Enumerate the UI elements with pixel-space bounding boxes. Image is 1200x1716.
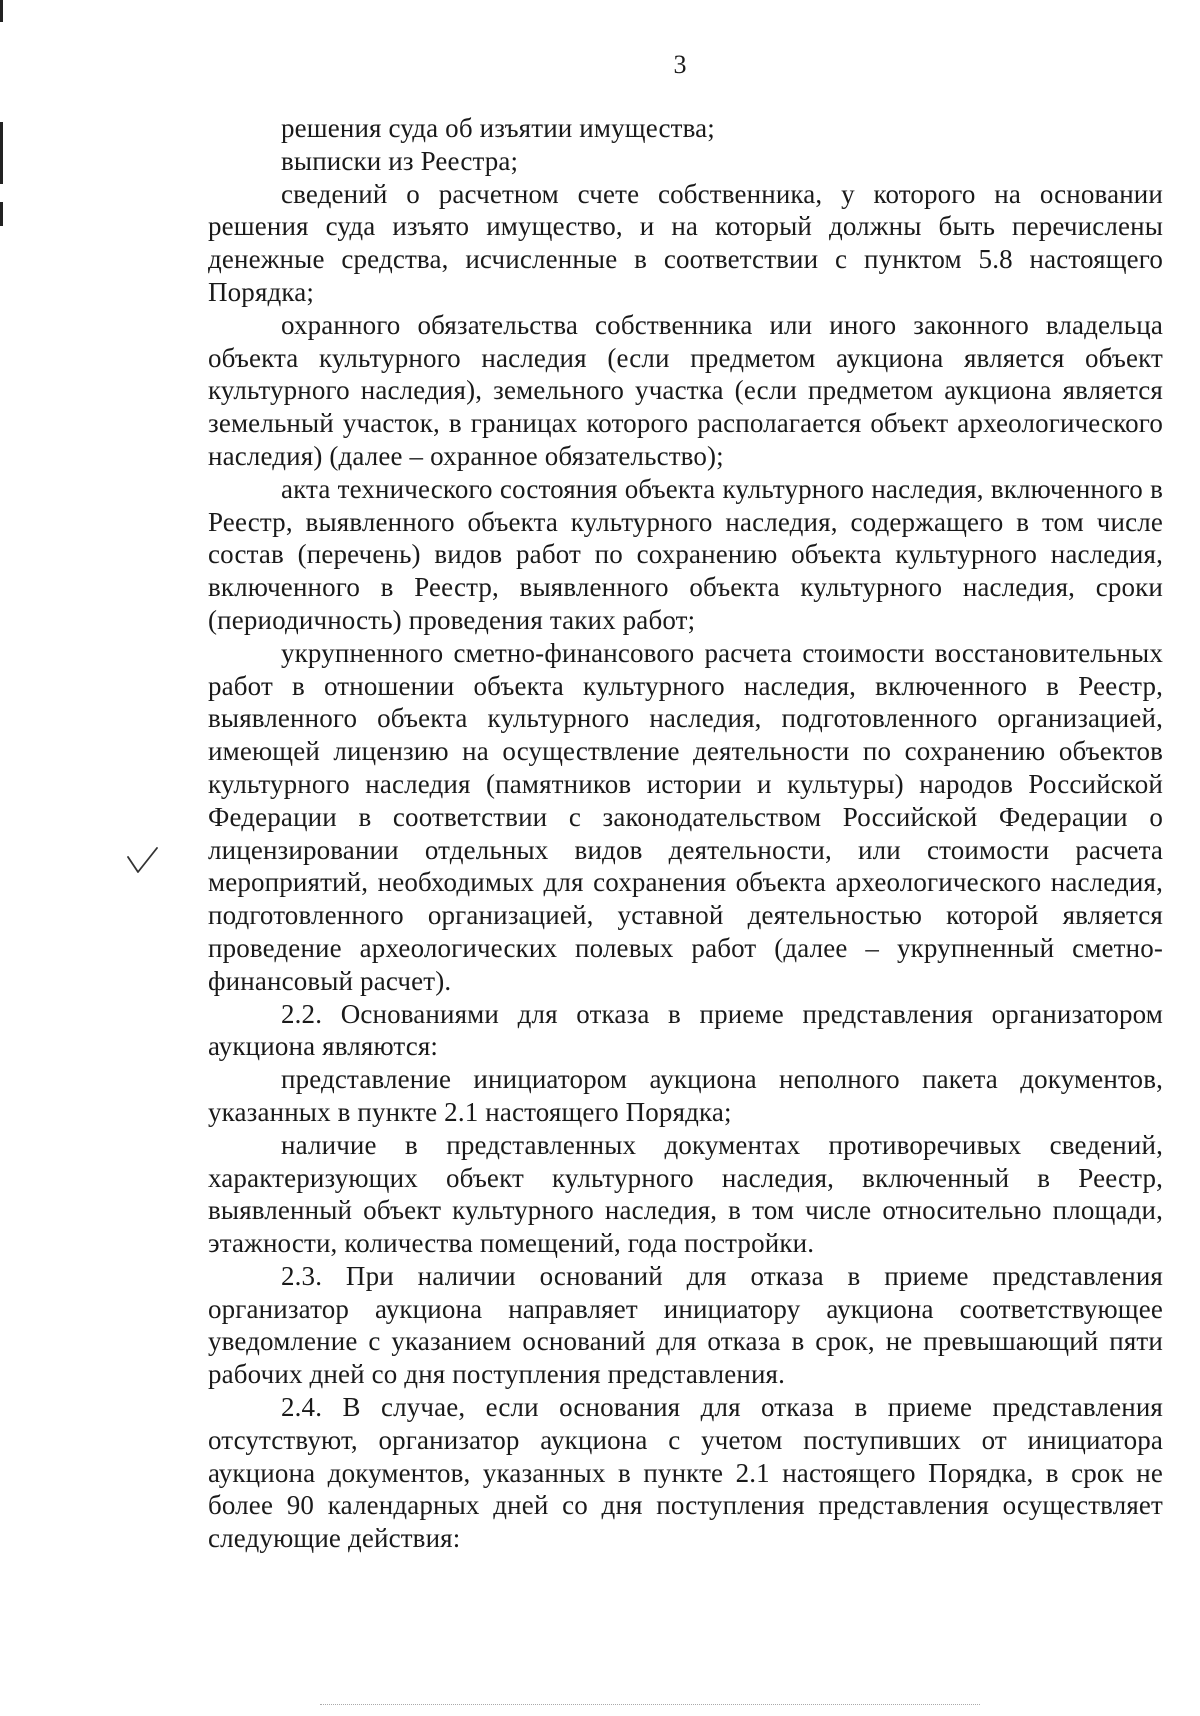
scan-edge-mark [0, 0, 3, 22]
scan-edge-mark [0, 122, 3, 184]
page-number: 3 [673, 50, 687, 79]
paragraph: 2.3. При наличии оснований для отказа в приеме представления организатор аукциона направляет инициатору аукциона соответствующее уведомление с указанием оснований для отказа в срок, не превышающий пяти рабочих дней со дня поступления представления. [208, 1260, 1163, 1390]
paragraph: акта технического состояния объекта культурного наследия, включенного в Реестр, выявленного объекта культурного наследия, содержащего в том числе состав (перечень) видов работ по сохранению объекта культурного наследия, включенного в Реестр, выявленного объекта культурного наследия, сроки (периодичность) проведения таких работ; [208, 473, 1163, 635]
paragraph: представление инициатором аукциона неполного пакета документов, указанных в пункте 2.1 настоящего Порядка; [208, 1064, 1163, 1127]
document-body [208, 112, 1163, 1555]
scan-edge-mark [0, 202, 3, 226]
paragraph: наличие в представленных документах противоречивых сведений, характеризующих объект культурного наследия, включенный в Реестр, выявленный объект культурного наследия, в том числе относительно площади, этажности, количества помещений, года постройки. [208, 1129, 1163, 1259]
handwritten-check-icon [126, 846, 160, 876]
paragraph: 2.4. В случае, если основания для отказа в приеме представления отсутствуют, организатор аукциона с учетом поступивших от инициатора аукциона документов, указанных в пункте 2.1 настоящего Порядка, в срок не более 90 календарных дней со дня поступления представления осуществляет следующие действия: [208, 1392, 1163, 1554]
paragraph: охранного обязательства собственника или иного законного владельца объекта культурного наследия (если предметом аукциона является объект культурного наследия), земельного участка (если предметом аукциона является земельный участок, в границах которого располагается объект археологического наследия) (далее – охранное обязательство); [208, 309, 1163, 471]
paragraph: 2.2. Основаниями для отказа в приеме представления организатором аукциона являются: [208, 998, 1163, 1062]
paragraph: решения суда об изъятии имущества; [281, 113, 715, 143]
scan-bottom-edge [320, 1704, 980, 1706]
paragraph: укрупненного сметно-финансового расчета стоимости восстановительных работ в отношении объекта культурного наследия, включенного в Реестр, выявленного объекта культурного наследия, подготовленного организацией, имеющей лицензию на осуществление деятельности по сохранению объектов культурного наследия (памятников истории и культуры) народов Российской Федерации в соответствии с законодательством Российской Федерации о лицензировании отдельных видов деятельности, или стоимости расчета мероприятий, необходимых для сохранения объекта археологического наследия, подготовленного организацией, уставной деятельностью которой является проведение археологических полевых работ (далее – укрупненный сметно-финансовый расчет). [208, 637, 1163, 996]
paragraph: сведений о расчетном счете собственника, у которого на основании решения суда изъято имущество, и на который должны быть перечислены денежные средства, исчисленные в соответствии с пунктом 5.8 настоящего Порядка; [208, 178, 1163, 307]
paragraph: выписки из Реестра; [281, 145, 519, 176]
